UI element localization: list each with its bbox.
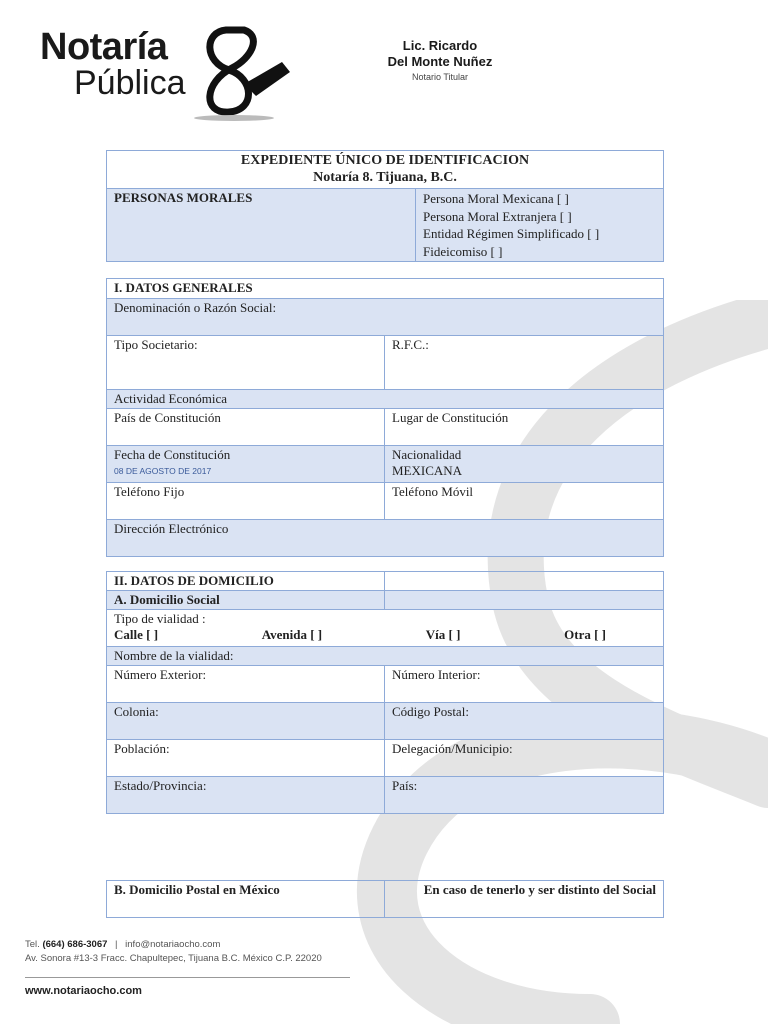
title-table (106, 150, 664, 262)
field-tipo-societario[interactable]: Tipo Societario: (107, 336, 385, 390)
footer-website[interactable]: www.notariaocho.com (25, 985, 142, 997)
field-numero-interior[interactable]: Número Interior: (385, 666, 664, 703)
option-calle[interactable]: Calle [ ] (114, 627, 159, 642)
footer-address: Av. Sonora #13-3 Fracc. Chapultepec, Tijuana B.C. México C.P. 22020 (25, 953, 322, 964)
logo-eight-pen-icon (174, 22, 304, 122)
option-via[interactable]: Vía [ ] (425, 627, 461, 642)
field-rfc[interactable]: R.F.C.: (385, 336, 664, 390)
datos-generales-table (106, 278, 664, 557)
option-persona-mexicana[interactable]: Persona Moral Mexicana [ ] (423, 191, 569, 206)
field-actividad-economica[interactable]: Actividad Económica (107, 390, 664, 409)
option-otra[interactable]: Otra [ ] (564, 627, 606, 642)
field-poblacion[interactable]: Población: (107, 740, 385, 777)
field-delegacion-municipio[interactable]: Delegación/Municipio: (385, 740, 664, 777)
notary-info (360, 38, 520, 82)
field-denominacion[interactable]: Denominación o Razón Social: (107, 299, 664, 336)
nacionalidad-label: Nacionalidad (392, 447, 462, 462)
field-tipo-vialidad (107, 610, 664, 647)
domicilio-social-subheading: A. Domicilio Social (107, 591, 385, 610)
field-telefono-movil[interactable]: Teléfono Móvil (385, 483, 664, 520)
footer-tel-prefix: Tel. (25, 939, 40, 950)
logo-word-notaria: Notaría (40, 26, 168, 68)
field-fecha-constitucion[interactable] (107, 446, 385, 483)
form-title: EXPEDIENTE ÚNICO DE IDENTIFICACION (240, 153, 530, 168)
footer-contact (25, 938, 322, 966)
option-persona-extranjera[interactable]: Persona Moral Extranjera [ ] (423, 208, 572, 224)
option-avenida[interactable]: Avenida [ ] (261, 627, 323, 642)
datos-domicilio-heading-blank (385, 572, 664, 591)
field-telefono-fijo[interactable]: Teléfono Fijo (107, 483, 385, 520)
footer-email[interactable]: info@notariaocho.com (125, 939, 221, 950)
field-nacionalidad[interactable] (385, 446, 664, 483)
field-colonia[interactable]: Colonia: (107, 703, 385, 740)
field-estado-provincia[interactable]: Estado/Provincia: (107, 777, 385, 814)
logo-word-publica: Pública (74, 64, 186, 102)
form-subtitle: Notaría 8. Tijuana, B.C. (313, 170, 457, 185)
field-lugar-constitucion[interactable]: Lugar de Constitución (385, 409, 664, 446)
field-nombre-vialidad[interactable]: Nombre de la vialidad: (107, 647, 664, 666)
field-pais[interactable]: País: (385, 777, 664, 814)
datos-domicilio-table (106, 571, 664, 814)
fecha-constitucion-value: 08 DE AGOSTO DE 2017 (114, 466, 212, 476)
datos-generales-heading: I. DATOS GENERALES (107, 279, 664, 299)
option-fideicomiso[interactable]: Fideicomiso [ ] (423, 243, 503, 259)
footer-phone[interactable]: (664) 686-3067 (42, 939, 108, 950)
footer-divider (25, 977, 350, 978)
personas-options (416, 189, 664, 262)
field-direccion-electronico[interactable]: Dirección Electrónico (107, 520, 664, 557)
nacionalidad-value: MEXICANA (392, 463, 463, 478)
datos-domicilio-heading: II. DATOS DE DOMICILIO (107, 572, 385, 591)
notary-name-line2: Del Monte Nuñez (387, 54, 493, 69)
option-regimen-simplificado[interactable]: Entidad Régimen Simplificado [ ] (423, 226, 600, 241)
notary-name-line1: Lic. Ricardo (402, 38, 478, 53)
domicilio-postal-note: En caso de tenerlo y ser distinto del Social (385, 881, 664, 918)
field-codigo-postal[interactable]: Código Postal: (385, 703, 664, 740)
title-cell (107, 151, 664, 189)
field-numero-exterior[interactable]: Número Exterior: (107, 666, 385, 703)
field-pais-constitucion[interactable]: País de Constitución (107, 409, 385, 446)
domicilio-social-subheading-blank (385, 591, 664, 610)
fecha-constitucion-label: Fecha de Constitución (114, 447, 231, 462)
personas-morales-label: PERSONAS MORALES (107, 189, 416, 262)
footer-separator: | (115, 939, 118, 950)
domicilio-postal-table (106, 880, 664, 918)
tipo-vialidad-options (114, 627, 656, 643)
notaria-logo (36, 22, 276, 122)
tipo-vialidad-label: Tipo de vialidad : (114, 611, 206, 626)
notary-role: Notario Titular (411, 72, 469, 82)
domicilio-postal-label: B. Domicilio Postal en México (107, 881, 385, 918)
